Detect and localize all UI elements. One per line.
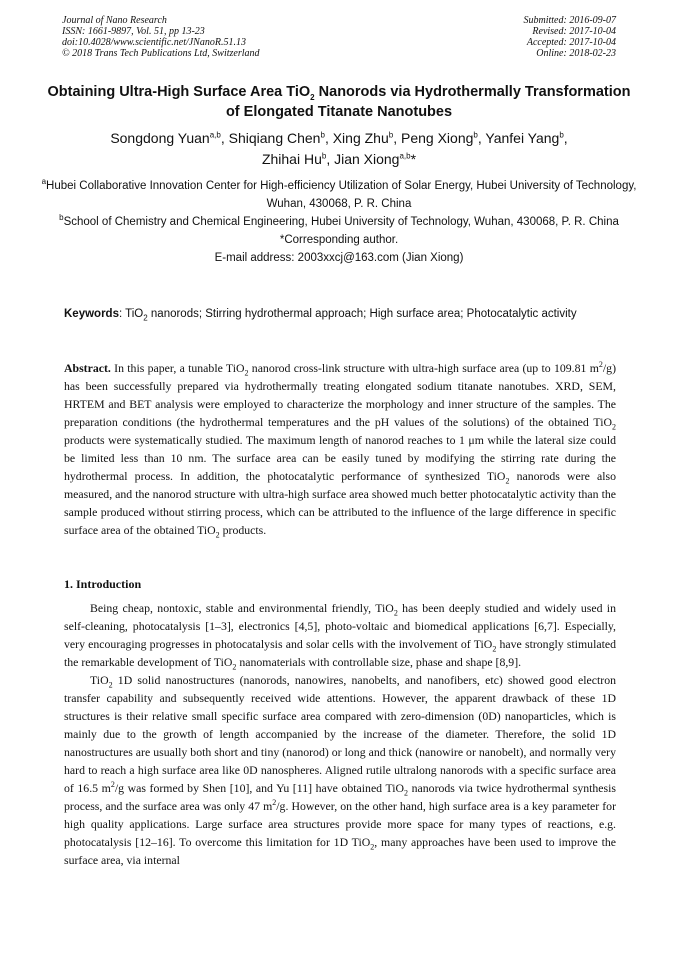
author: Xing Zhu$^b$, <box>332 130 401 146</box>
date-submitted: Submitted: 2016-09-07 <box>523 15 616 26</box>
corresponding-email: E-mail address: 2003xxcj@163.com (Jian Xiong) <box>214 252 464 264</box>
journal-copyright: © 2018 Trans Tech Publications Ltd, Switzerland <box>62 48 260 59</box>
abstract: Abstract. In this paper, a tunable TiO$_2$ nanorod cross-link structure with ultra-high surface area (up to 109.81 $m^2/g$) has been successfully prepared via hydrothermally treating elongated sodium titanate nanotubes. XRD, SEM, HRTEM and BET analysis were employed to characterize the morphology and inner structure of the samples. The preparation conditions (the hydrothermal temperatures and the pH values of the solutions) of the obtained TiO$_2$ products were systematically studied. The maximum length of nanorod reaches to 1 μm while the lateral size could be limited less than 10 nm. The surface area can be easily tuned by modifying the stirring rate during the hydrothermal process. In addition, the photocatalytic performance of synthesized TiO$_2$ nanorods were also measured, and the nanorod structure with ultra-high surface area showed much better photocatalytic activity than the sample produced without stirring process, which can be attributed to the influence of the large difference in specific surface area of the obtained TiO$_2$ products. <box>64 360 616 540</box>
section-body <box>64 599 616 869</box>
section-heading: 1. Introduction <box>64 577 142 591</box>
author-list <box>40 128 638 170</box>
journal-header-right <box>524 15 617 59</box>
paragraph: Being cheap, nontoxic, stable and environmental friendly, TiO$_2$ has been deeply studied and widely used in self-cleaning, photocatalysis [1–3], electronics [4,5], photo-voltaic and biomedical applications [6,7]. Especially, very encouraging progresses in photocatalysis and solar cells with the involvement of TiO$_2$ have strongly stimulated the remarkable development of TiO$_2$ nanomaterials with controllable size, phase and shape [8,9]. <box>64 601 617 672</box>
affiliation-b: $^b$School of Chemistry and Chemical Engineering, Hubei University of Technology, Wuhan, 430068, P. R. China <box>59 213 619 228</box>
affiliation-a: $^a$Hubei Collaborative Innovation Center for High-efficiency Utilization of Solar Energy, Hubei University of Technology, Wuhan, 430068, P. R. China <box>41 177 637 210</box>
keywords: Keywords: TiO$_2$ nanorods; Stirring hydrothermal approach; High surface area; Photocatalytic activity <box>64 308 577 323</box>
keywords-label: Keywords <box>64 308 119 320</box>
date-online: Online: 2018-02-23 <box>536 48 616 59</box>
paper-title: Obtaining Ultra-High Surface Area TiO$_2$ Nanorods via Hydrothermally Transformation of Elongated Titanate Nanotubes <box>47 84 631 120</box>
journal-issn: ISSN: 1661-9897, Vol. 51, pp 13-23 <box>62 26 205 37</box>
author: Songdong Yuan$^{a,b}$, <box>110 130 229 146</box>
journal-header-left <box>62 15 260 59</box>
journal-name: Journal of Nano Research <box>62 15 167 26</box>
paragraph: TiO$_2$ 1D solid nanostructures (nanorods, nanowires, nanobelts, and nanofibers, etc) showed good electron transfer capability and subsequently received wide attentions. However, the apparent drawback of these 1D structures is their relative small specific surface area compared with zero-dimension (0D) nanoparticles, which is mainly due to the growth of length accompanied by the increase of the diameter. Therefore, the solid 1D nanostructures are usually both short and tiny (nanorod) or long and thick (nanowire or nanobelt), and normally very hard to reach a high surface area like 0D nanospheres. Aligned rutile ultralong nanorods with a specific surface area of 16.5 $m^2/g$ was formed by Shen [10], and Yu [11] have obtained TiO$_2$ nanorods via twice hydrothermal synthesis process, and the surface area was only 47 $m^2/g$. However, on the other hand, high surface area is a key parameter for high quality applications. Large surface area structures provide more space for many types of reactions, e.g. photocatalysis [12–16]. To overcome this limitation for 1D TiO$_2$, many approaches have been used to improve the surface area, via internal <box>64 673 616 867</box>
corresponding-note: *Corresponding author. <box>279 234 399 246</box>
author: Zhihai Hu$^b$, <box>261 151 335 167</box>
abstract-label: Abstract. <box>64 361 111 375</box>
author: Jian Xiong$^{a,b}$* <box>334 151 417 167</box>
journal-doi: doi:10.4028/www.scientific.net/JNanoR.51.13 <box>62 37 246 48</box>
author: Shiqiang Chen$^b$, <box>228 130 333 146</box>
affiliations <box>40 177 638 267</box>
author: Yanfei Yang$^b$, <box>485 130 568 146</box>
date-accepted: Accepted: 2017-10-04 <box>526 37 616 48</box>
author: Peng Xiong$^b$, <box>401 130 486 146</box>
date-revised: Revised: 2017-10-04 <box>532 26 616 37</box>
